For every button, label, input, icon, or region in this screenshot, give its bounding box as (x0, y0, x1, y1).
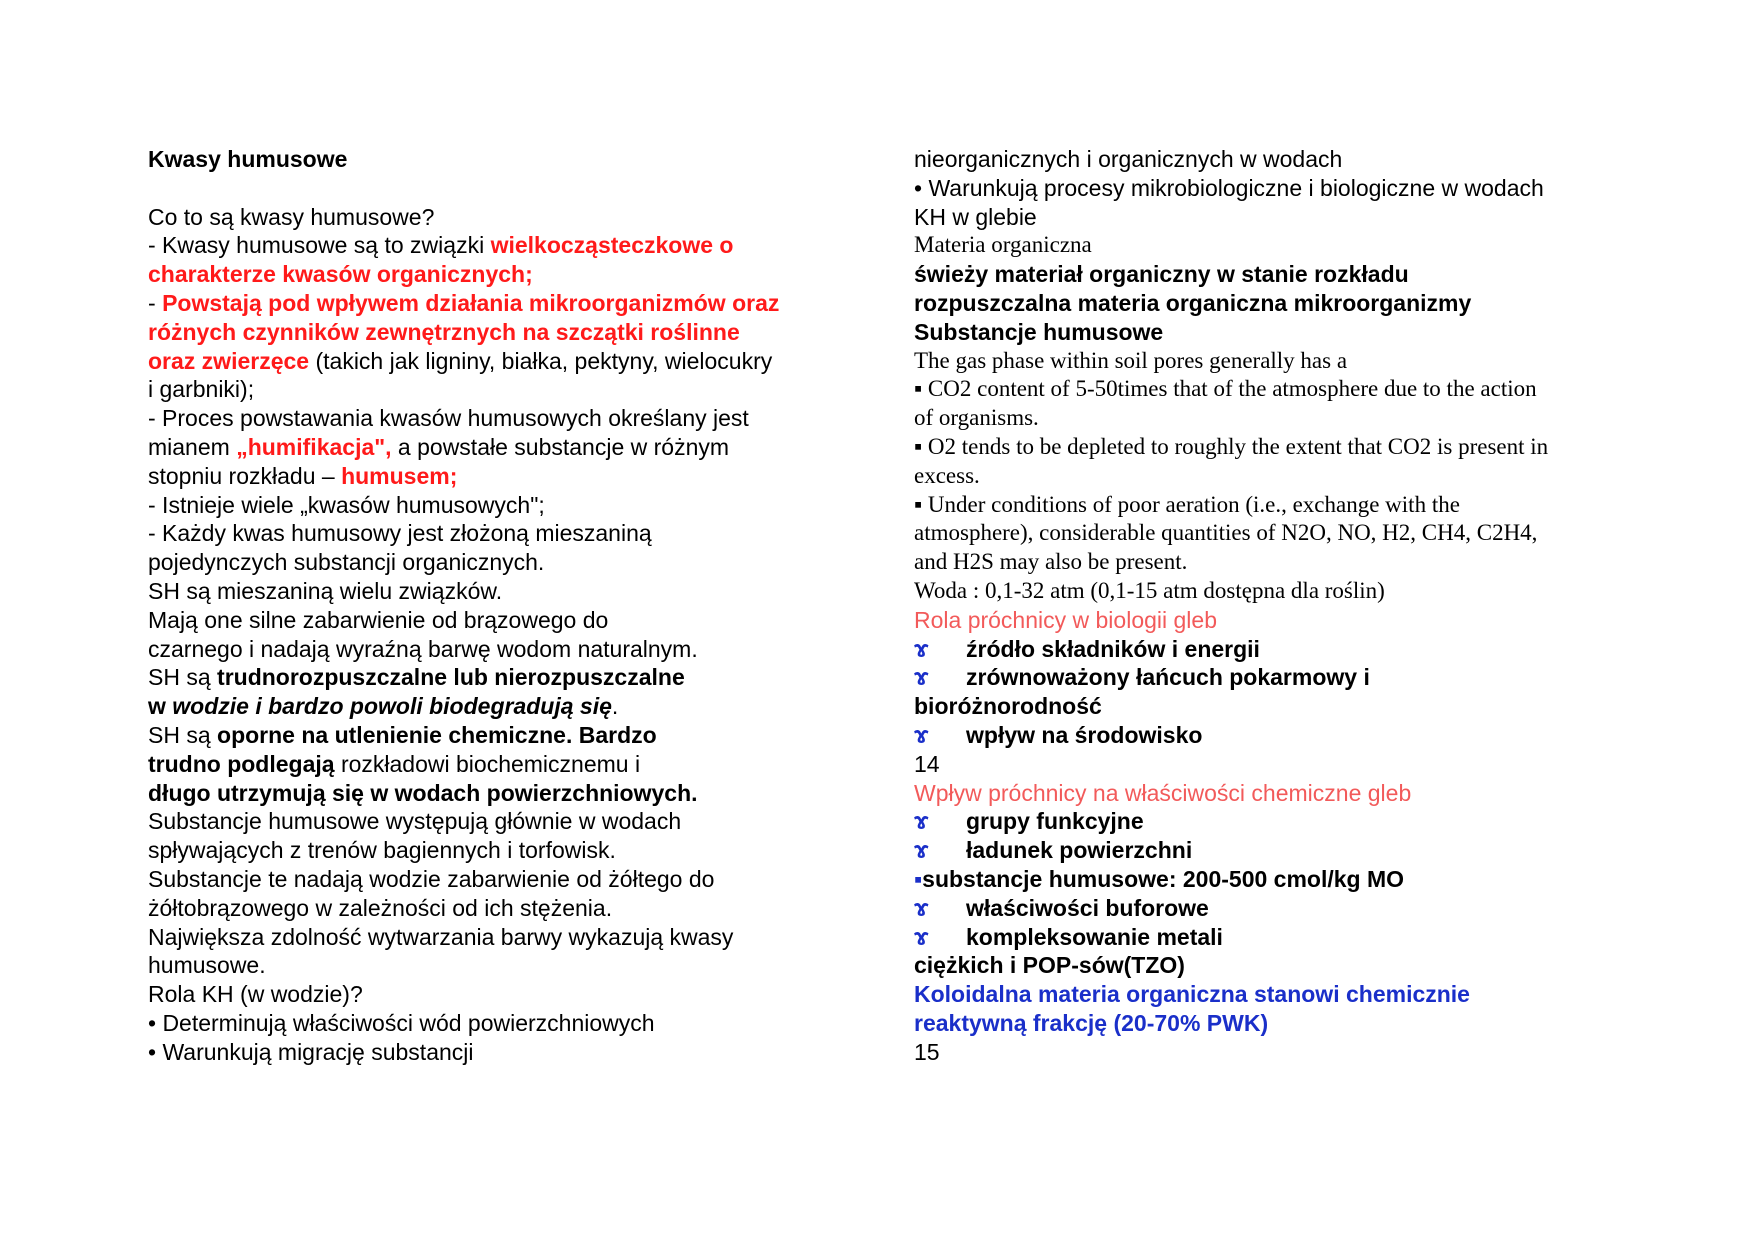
text-line: pojedynczych substancji organicznych. (148, 549, 545, 576)
taurus-bullet-icon: ɤ (914, 923, 929, 951)
text-line: Substancje humusowe (914, 318, 1164, 345)
square-bullet-icon: ▪ (914, 865, 923, 892)
taurus-bullet-icon: ɤ (914, 635, 929, 663)
text-line: Rola KH (w wodzie)? (148, 981, 363, 1008)
text-line: • Warunkują migrację substancji (148, 1038, 474, 1065)
text-line: czarnego i nadają wyraźną barwę wodom naturalnym. (148, 635, 698, 662)
left-column (148, 145, 868, 1067)
text-line: • Determinują właściwości wód powierzchniowych (148, 1009, 655, 1036)
text-line: Rola próchnicy w biologii gleb (914, 606, 1217, 633)
text-line: Materia organiczna (914, 232, 1092, 258)
text-line: charakterze kwasów organicznych; (148, 261, 533, 288)
text-line: trudno podlegają rozkładowi biochemicznemu i (148, 750, 641, 777)
bullet-line: ɤ właściwości buforowe (914, 894, 1209, 922)
taurus-bullet-icon: ɤ (914, 894, 929, 922)
text-line: ▪ CO2 content of 5-50times that of the atmosphere due to the action (914, 376, 1537, 402)
taurus-bullet-icon: ɤ (914, 664, 929, 692)
right-column (914, 145, 1614, 1067)
text-line: - Proces powstawania kwasów humusowych określany jest (148, 405, 749, 432)
bullet-line: ɤ grupy funkcyjne (914, 808, 1144, 836)
text-line: SH są mieszaniną wielu związków. (148, 577, 503, 604)
text-line: of organisms. (914, 405, 1039, 431)
text-line: ▪substancje humusowe: 200-500 cmol/kg MO (914, 865, 1405, 892)
page-number: 14 (914, 750, 940, 777)
text-line: - Istnieje wiele „kwasów humusowych"; (148, 491, 545, 518)
taurus-bullet-icon: ɤ (914, 808, 929, 836)
text-line: Największa zdolność wytwarzania barwy wykazują kwasy (148, 923, 734, 950)
section-title: Kwasy humusowe (148, 146, 348, 172)
bullet-line: ɤ kompleksowanie metali (914, 923, 1223, 951)
text-line: Mają one silne zabarwienie od brązowego do (148, 606, 609, 633)
text-line: oraz zwierzęce (takich jak ligniny, białka, pektyny, wielocukry (148, 347, 773, 374)
text-line: Substancje te nadają wodzie zabarwienie od żółtego do (148, 865, 715, 892)
bullet-line: ɤ zrównoważony łańcuch pokarmowy i (914, 664, 1370, 692)
text-line: Co to są kwasy humusowe? (148, 203, 435, 230)
text-line: rozpuszczalna materia organiczna mikroorganizmy (914, 289, 1472, 316)
text-line: atmosphere), considerable quantities of N2O, NO, H2, CH4, C2H4, (914, 520, 1538, 546)
text-line: humusowe. (148, 952, 266, 979)
text-line: i garbniki); (148, 376, 255, 403)
bullet-line: ɤ ładunek powierzchni (914, 837, 1193, 865)
spacer (148, 174, 868, 203)
text-line: żółtobrązowego w zależności od ich stężenia. (148, 894, 613, 921)
taurus-bullet-icon: ɤ (914, 721, 929, 749)
text-line: bioróżnorodność (914, 693, 1102, 720)
text-line: The gas phase within soil pores generally has a (914, 347, 1348, 373)
bullet-line: ɤ wpływ na środowisko (914, 721, 1203, 749)
text-line: długo utrzymują się w wodach powierzchniowych. (148, 779, 698, 806)
text-line: ▪ Under conditions of poor aeration (i.e., exchange with the (914, 491, 1460, 517)
text-line: - Kwasy humusowe są to związki wielkocząsteczkowe o (148, 232, 734, 259)
text-line: reaktywną frakcję (20-70% PWK) (914, 1009, 1269, 1036)
text-line: - Powstają pod wpływem działania mikroorganizmów oraz (148, 289, 780, 316)
text-line: SH są trudnorozpuszczalne lub nierozpuszczalne (148, 664, 685, 691)
text-line: Substancje humusowe występują głównie w wodach (148, 808, 682, 835)
text-line: Woda : 0,1-32 atm (0,1-15 atm dostępna dla roślin) (914, 577, 1385, 603)
text-line: SH są oporne na utlenienie chemiczne. Bardzo (148, 721, 657, 748)
text-line: KH w glebie (914, 203, 1037, 230)
text-line: excess. (914, 462, 980, 488)
text-line: ▪ O2 tends to be depleted to roughly the extent that CO2 is present in (914, 433, 1549, 459)
text-line: spływających z trenów bagiennych i torfowisk. (148, 837, 616, 864)
taurus-bullet-icon: ɤ (914, 837, 929, 865)
text-line: w wodzie i bardzo powoli biodegradują się. (148, 693, 619, 720)
text-line: ciężkich i POP-sów(TZO) (914, 952, 1185, 979)
text-line: • Warunkują procesy mikrobiologiczne i biologiczne w wodach (914, 174, 1544, 201)
text-line: stopniu rozkładu – humusem; (148, 462, 458, 489)
text-line: Koloidalna materia organiczna stanowi chemicznie (914, 981, 1470, 1008)
text-line: nieorganicznych i organicznych w wodach (914, 146, 1343, 172)
text-line: świeży materiał organiczny w stanie rozkładu (914, 261, 1409, 288)
text-line: mianem „humifikacja", a powstałe substancje w różnym (148, 433, 730, 460)
text-line: Wpływ próchnicy na właściwości chemiczne gleb (914, 779, 1412, 806)
text-line: różnych czynników zewnętrznych na szczątki roślinne (148, 318, 740, 345)
page-number: 15 (914, 1038, 940, 1065)
text-line: - Każdy kwas humusowy jest złożoną mieszaniną (148, 520, 652, 547)
bullet-line: ɤ źródło składników i energii (914, 635, 1260, 663)
text-line: and H2S may also be present. (914, 549, 1188, 575)
